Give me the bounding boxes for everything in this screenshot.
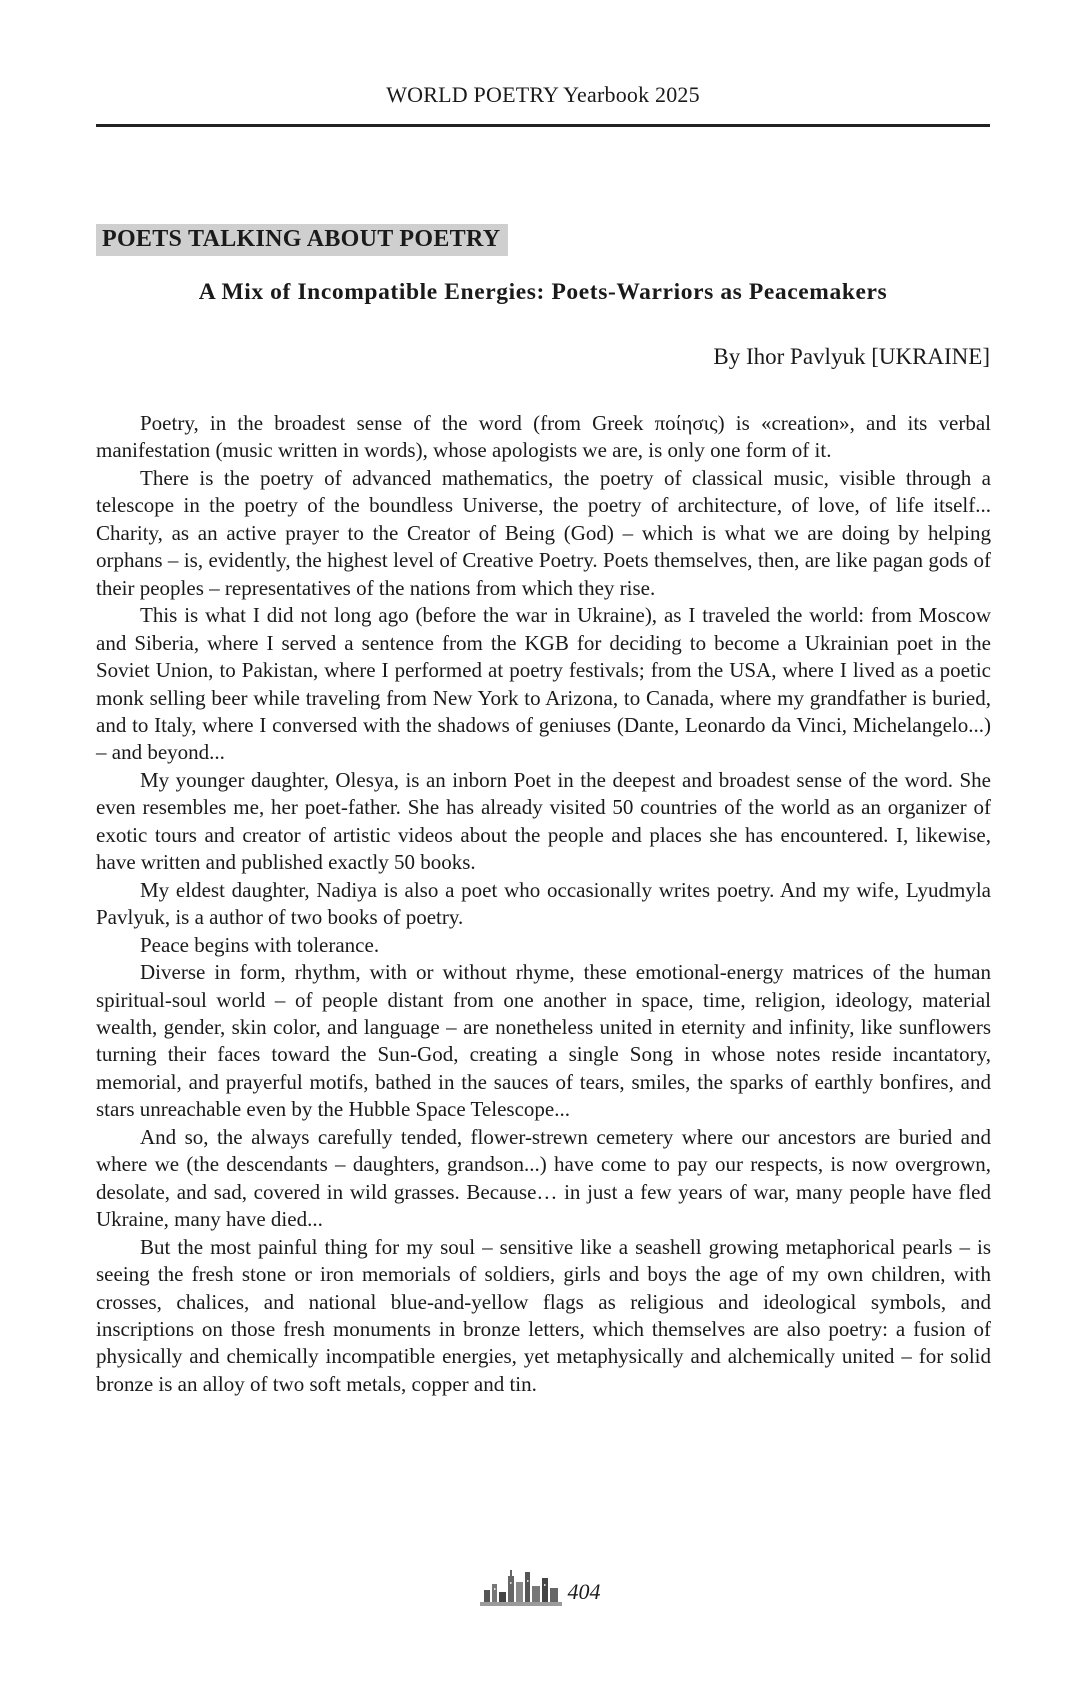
paragraph-3: This is what I did not long ago (before the war in Ukraine), as I traveled the world: from Moscow and Siberia, where I served a sentence from the KGB for deciding to become a Ukrainian poet in the Soviet Union, to Pakistan, where I performed at poetry festivals; from the USA, where I lived as a poetic monk selling beer while traveling from New York to Arizona, to Canada, where my grandfather is buried, and to Italy, where I conversed with the shadows of geniuses (Dante, Leonardo da Vinci, Michelangelo...) – and beyond... xyxy=(96,603,991,765)
article-body xyxy=(96,410,991,1398)
page-footer xyxy=(0,1566,1080,1608)
city-skyline-icon xyxy=(480,1566,562,1608)
paragraph-4: My younger daughter, Olesya, is an inborn Poet in the deepest and broadest sense of the word. She even resembles me, her poet-father. She has already visited 50 countries of the world as an organizer of exotic tours and creator of artistic videos about the people and places she has encountered. I, likewise, have written and published exactly 50 books. xyxy=(96,767,991,875)
paragraph-1: Poetry, in the broadest sense of the word (from Greek ποίησις) is «creation», and its verbal manifestation (music written in words), whose apologists we are, is only one form of it. xyxy=(96,411,991,463)
page-number: 404 xyxy=(567,1579,601,1604)
paragraph-5: My eldest daughter, Nadiya is also a poet who occasionally writes poetry. And my wife, Lyudmyla Pavlyuk, is a author of two books of poetry. xyxy=(96,877,991,930)
paragraph-7: Diverse in form, rhythm, with or without rhyme, these emotional-energy matrices of the human spiritual-soul world – of people distant from one another in space, time, religion, ideology, material wealth, gender, skin color, and language – are nonetheless united in eternity and infinity, like sunflowers turning their faces toward the Sun-God, creating a single Song in whose notes reside incantatory, memorial, and prayerful motifs, bathed in the sauces of tears, smiles, the sparks of earthly bonfires, and stars unreachable even by the Hubble Space Telescope... xyxy=(96,960,991,1122)
article-title: A Mix of Incompatible Energies: Poets-Warriors as Peacemakers xyxy=(198,279,888,305)
paragraph-6: Peace begins with tolerance. xyxy=(140,932,380,957)
header-rule xyxy=(96,124,990,127)
article-byline: By Ihor Pavlyuk [UKRAINE] xyxy=(713,344,990,369)
paragraph-9: But the most painful thing for my soul – sensitive like a seashell growing metaphorical pearls – is seeing the fresh stone or iron memorials of soldiers, girls and boys the age of my own children, with crosses, chalices, and national blue-and-yellow flags as religious and ideological symbols, and inscriptions on those fresh monuments in bronze letters, which themselves are also poetry: a fusion of physically and chemically incompatible energies, yet metaphysically and alchemically united – for solid bronze is an alloy of two soft metals, copper and tin. xyxy=(96,1234,991,1396)
section-label: POETS TALKING ABOUT POETRY xyxy=(96,224,508,256)
running-header: WORLD POETRY Yearbook 2025 xyxy=(386,82,700,107)
paragraph-2: There is the poetry of advanced mathematics, the poetry of classical music, visible through a telescope in the poetry of the boundless Universe, the poetry of architecture, of love, of life itself... Charity, as an active prayer to the Creator of Being (God) – which is what we are doing by helping orphans – is, evidently, the highest level of Creative Poetry. Poets themselves, then, are like pagan gods of their peoples – representatives of the nations from which they rise. xyxy=(96,465,991,600)
paragraph-8: And so, the always carefully tended, flower-strewn cemetery where our ancestors are buried and where we (the descendants – daughters, grandson...) have come to pay our respects, is now overgrown, desolate, and sad, covered in wild grasses. Because… in just a few years of war, many people have fled Ukraine, many have died... xyxy=(96,1124,991,1232)
